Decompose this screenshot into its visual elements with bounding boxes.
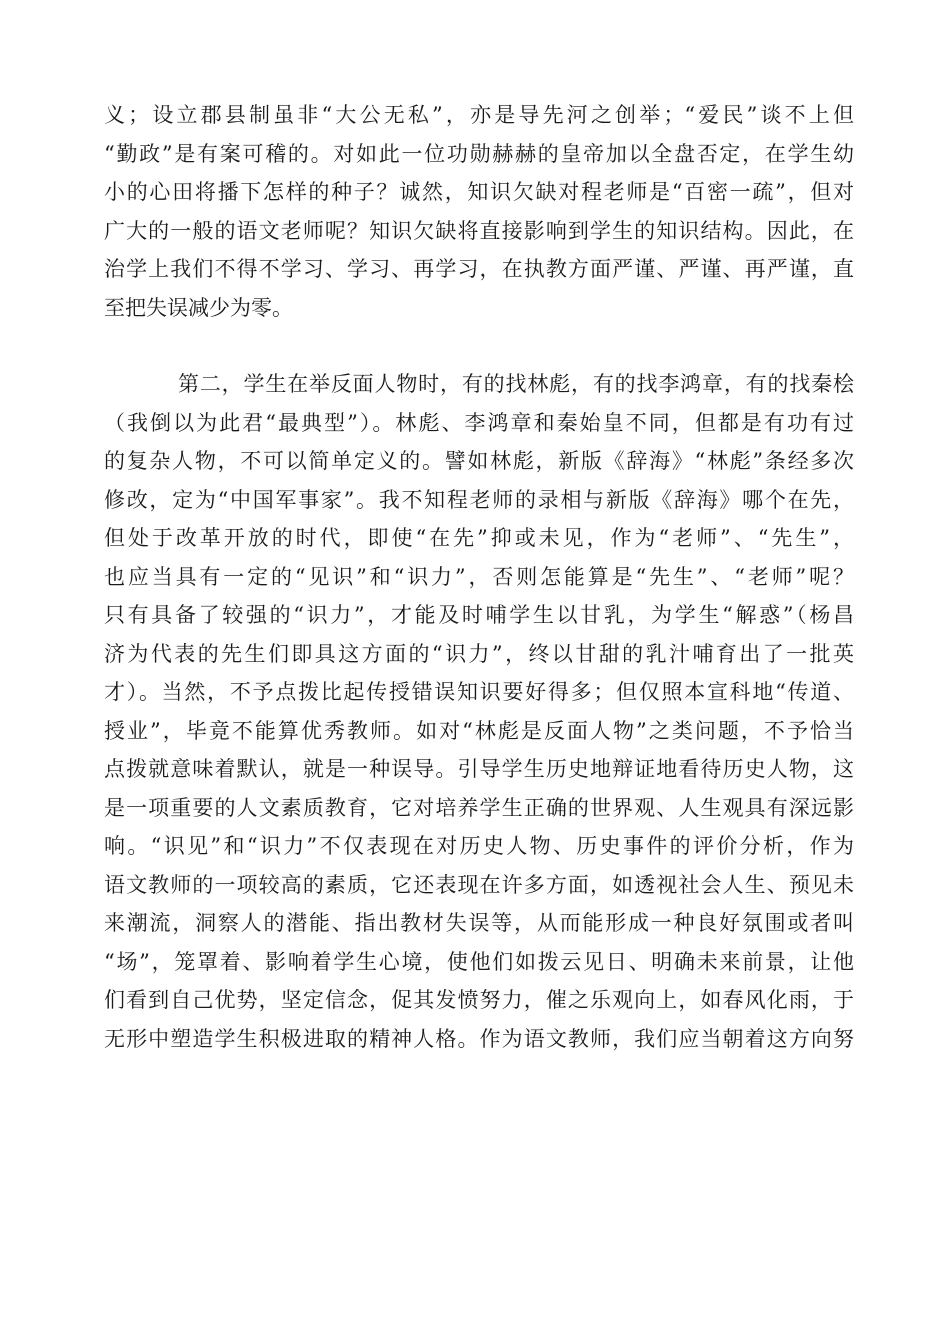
paragraph-gap [104,327,854,365]
text-line: 第二，学生在举反面人物时，有的找林彪，有的找李鸿章，有的找秦桧 [178,372,854,396]
text-line: 来潮流，洞察人的潜能、指出教材失误等，从而能形成一种良好氛围或者叫 [104,911,854,935]
text-line: 济为代表的先生们即具这方面的“识力”，终以甘甜的乳汁哺育出了一批英 [104,641,854,666]
text-line: 语文教师的一项较高的素质，它还表现在许多方面，如透视社会人生、预见未 [104,872,854,897]
text-line: 们看到自己优势，坚定信念，促其发愤努力，催之乐观向上，如春风化雨，于 [104,988,854,1012]
text-line: 才）。当然，不予点拨比起传授错误知识要好得多；但仅照本宣科地“传道、 [104,680,854,704]
text-line: 也应当具有一定的“见识”和“识力”，否则怎能算是“先生”、“老师”呢？ [104,564,854,589]
text-line: 响。“识见”和“识力”不仅表现在对历史人物、历史事件的评价分析，作为 [104,834,854,858]
text-line: 无形中塑造学生积极进取的精神人格。作为语文教师，我们应当朝着这方向努 [104,1026,854,1051]
text-line: 至把失误减少为零。 [104,295,293,320]
paragraph-1 [104,96,854,327]
text-line: “场”，笼罩着、影响着学生心境，使他们如拨云见日、明确未来前景，让他 [104,949,854,974]
text-line: 修改，定为“中国军事家”。我不知程老师的录相与新版《辞海》哪个在先， [104,487,854,512]
paragraph-2 [104,365,854,1058]
text-line: 但处于改革开放的时代，即使“在先”抑或未见，作为“老师”、“先生”， [104,526,854,550]
text-line: 是一项重要的人文素质教育，它对培养学生正确的世界观、人生观具有深远影 [104,795,854,820]
text-line: 点拨就意味着默认，就是一种误导。引导学生历史地辩证地看待历史人物，这 [104,757,854,781]
text-line: 治学上我们不得不学习、学习、再学习，在执教方面严谨、严谨、再严谨，直 [104,257,854,281]
text-line: “勤政”是有案可稽的。对如此一位功勋赫赫的皇帝加以全盘否定，在学生幼 [104,141,854,166]
text-line: 授业”，毕竟不能算优秀教师。如对“林彪是反面人物”之类问题，不予恰当 [104,718,854,743]
text-line: 小的心田将播下怎样的种子？诚然，知识欠缺对程老师是“百密一疏”，但对 [104,180,854,204]
text-line: 只有具备了较强的“识力”，才能及时哺学生以甘乳，为学生“解惑”（杨昌 [104,603,854,627]
text-line: 的复杂人物，不可以简单定义的。譬如林彪，新版《辞海》“林彪”条经多次 [104,449,854,473]
text-line: 义；设立郡县制虽非“大公无私”，亦是导先河之创举；“爱民”谈不上但 [104,103,854,127]
document-body [104,96,854,1058]
text-line: （我倒以为此君“最典型”）。林彪、李鸿章和秦始皇不同，但都是有功有过 [104,410,854,435]
text-line: 广大的一般的语文老师呢？知识欠缺将直接影响到学生的知识结构。因此，在 [104,218,854,243]
